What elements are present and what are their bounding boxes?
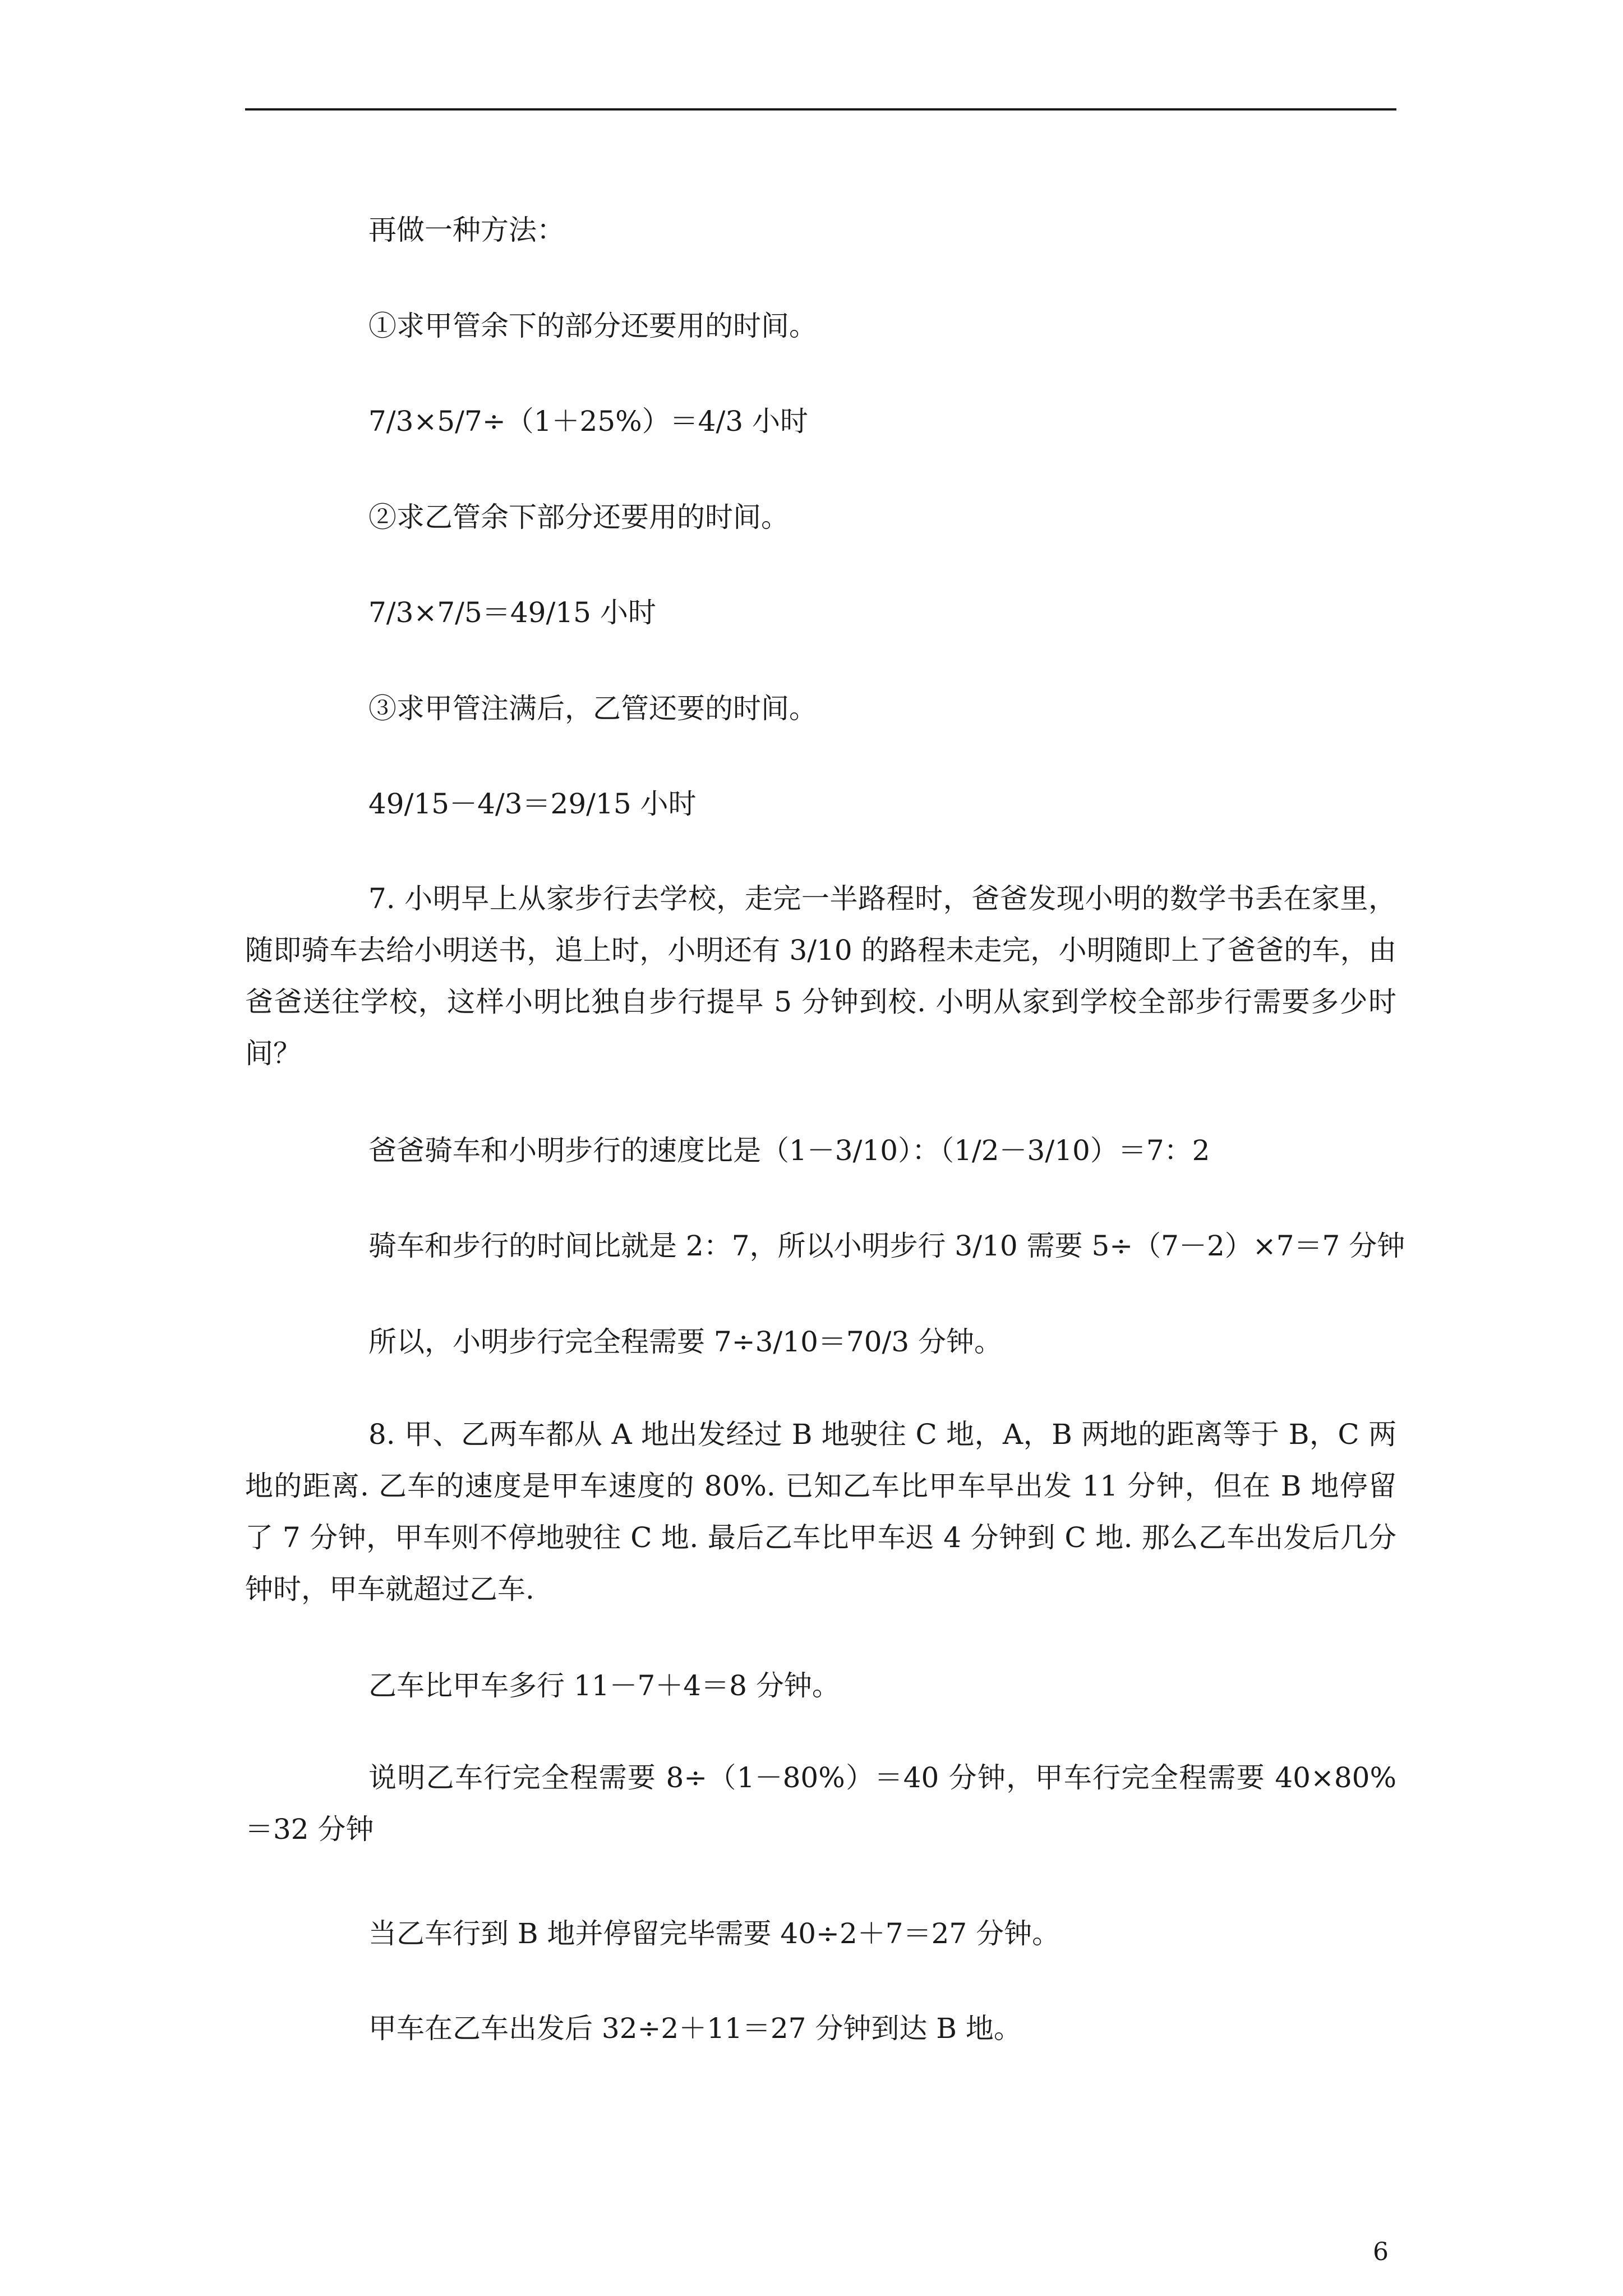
problem-7-paragraph: 7. 小明早上从家步行去学校，走完一半路程时，爸爸发现小明的数学书丢在家里，随即骑车去给小明送书，追上时，小明还有 3/10 的路程未走完，小明随即上了爸爸的车，由爸爸送往学校，这样小明比独自步行提早 5 分钟到校. 小明从家到学校全部步行需要多少时间？ bbox=[245, 882, 1396, 1070]
text-line: 乙车比甲车多行 11－7＋4＝8 分钟。 bbox=[368, 1669, 840, 1702]
text-line: 爸爸骑车和小明步行的速度比是（1－3/10）：（1/2－3/10）＝7：2 bbox=[368, 1134, 1210, 1167]
text-line: 甲车在乙车出发后 32÷2＋11＝27 分钟到达 B 地。 bbox=[368, 2012, 1022, 2045]
text-line: 骑车和步行的时间比就是 2：7，所以小明步行 3/10 需要 5÷（7－2）×7＝7 分钟 bbox=[368, 1230, 1405, 1262]
problem-8-paragraph: 8. 甲、乙两车都从 A 地出发经过 B 地驶往 C 地，A，B 两地的距离等于 B，C 两地的距离. 乙车的速度是甲车速度的 80%. 已知乙车比甲车早出发 11 分钟，但在 B 地停留了 7 分钟，甲车则不停地驶往 C 地. 最后乙车比甲车迟 4 分钟到 C 地. 那么乙车出发后几分钟时，甲车就超过乙车. bbox=[245, 1418, 1396, 1605]
formula-line: 7/3×7/5＝49/15 小时 bbox=[368, 596, 656, 629]
formula-line: 7/3×5/7÷（1＋25%）＝4/3 小时 bbox=[368, 405, 809, 438]
header-rule bbox=[245, 108, 1396, 111]
page-number: 6 bbox=[1373, 2238, 1389, 2266]
text-line: 当乙车行到 B 地并停留完毕需要 40÷2＋7＝27 分钟。 bbox=[368, 1917, 1061, 1950]
text-line: 所以，小明步行完全程需要 7÷3/10＝70/3 分钟。 bbox=[368, 1326, 1003, 1358]
text-line: ③求甲管注满后，乙管还要的时间。 bbox=[368, 692, 817, 725]
formula-line: 49/15－4/3＝29/15 小时 bbox=[368, 788, 697, 820]
text-paragraph: 说明乙车行完全程需要 8÷（1－80%）＝40 分钟，甲车行完全程需要 40×80%＝32 分钟 bbox=[245, 1761, 1396, 1846]
text-line: 再做一种方法： bbox=[368, 214, 565, 246]
text-line: ②求乙管余下部分还要用的时间。 bbox=[368, 501, 789, 533]
text-line: ①求甲管余下的部分还要用的时间。 bbox=[368, 310, 817, 342]
